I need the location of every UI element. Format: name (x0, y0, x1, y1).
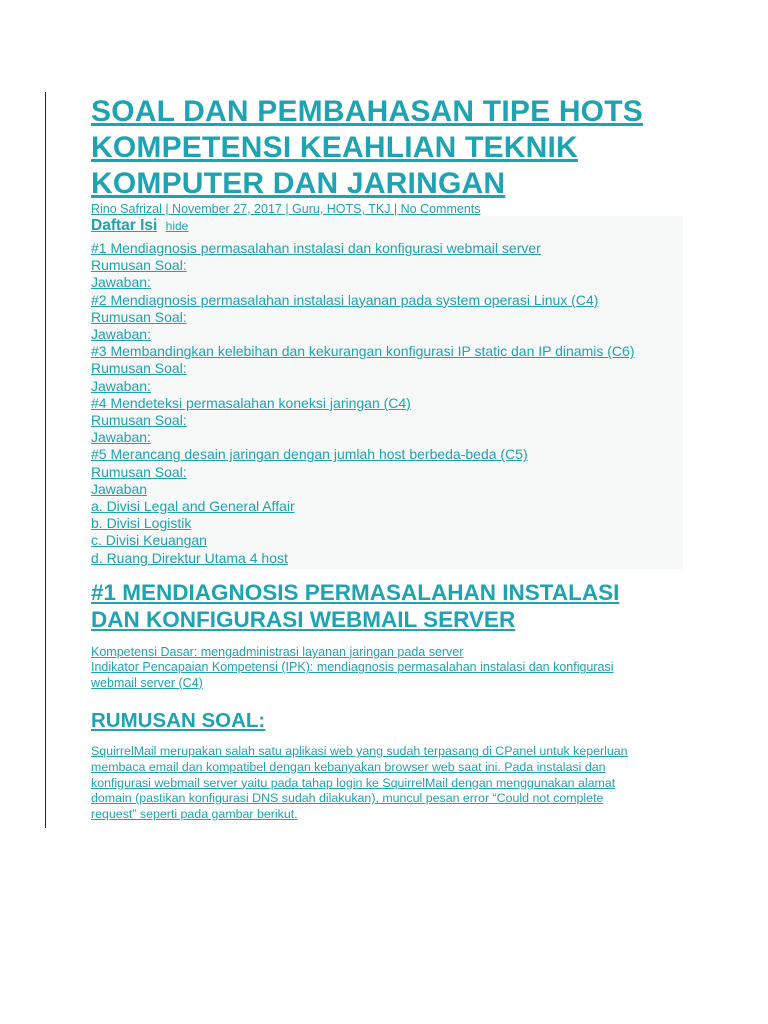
paragraph-line: SquirrelMail merupakan salah satu aplikasi web yang sudah terpasang di CPanel untuk keperluan (91, 744, 628, 759)
toc-item[interactable]: Jawaban: (91, 326, 151, 343)
title-line: KOMPUTER DAN JARINGAN (91, 167, 506, 200)
toc-item[interactable]: #4 Mendeteksi permasalahan koneksi jaringan (C4) (91, 394, 411, 411)
toc-item[interactable]: Rumusan Soal: (91, 308, 187, 325)
toc-item[interactable]: Jawaban (91, 480, 148, 497)
toc-item[interactable]: d. Ruang Direktur Utama 4 host (91, 549, 288, 566)
section-heading[interactable] (91, 579, 683, 633)
section-heading-line: #1 MENDIAGNOSIS PERMASALAHAN INSTALASI (91, 579, 620, 605)
toc-item[interactable]: a. Divisi Legal and General Affair (91, 498, 295, 515)
title-line: SOAL DAN PEMBAHASAN TIPE HOTS (91, 95, 643, 128)
paragraph-line: membaca email dan kompatibel dengan kebanyakan browser web saat ini. Pada instalasi dan (91, 759, 606, 774)
paragraph-line: konfigurasi webmail server yaitu pada tahap login ke SquirrelMail dengan menggunakan alamat (91, 775, 616, 790)
toc-item[interactable]: Rumusan Soal: (91, 412, 187, 429)
info-line[interactable]: Kompetensi Dasar: mengadministrasi layanan jaringan pada server (91, 644, 464, 659)
toc-item[interactable]: b. Divisi Logistik (91, 515, 192, 532)
toc-item[interactable]: Rumusan Soal: (91, 360, 187, 377)
toc-list (91, 240, 683, 567)
toc-item[interactable]: Jawaban: (91, 274, 151, 291)
toc-hide-link[interactable]: hide (165, 219, 189, 233)
post-meta[interactable] (91, 202, 683, 216)
paragraph-line: request” seperti pada gambar berikut. (91, 806, 298, 821)
toc-item[interactable]: #1 Mendiagnosis permasalahan instalasi dan konfigurasi webmail server (91, 240, 541, 256)
info-line[interactable]: Indikator Pencapaian Kompetensi (IPK): mendiagnosis permasalahan instalasi dan konfigurasi (91, 660, 614, 675)
post-meta-text: Rino Safrizal | November 27, 2017 | Guru, HOTS, TKJ | No Comments (91, 202, 481, 216)
toc-title: Daftar Isi (91, 217, 158, 234)
toc-item[interactable]: #3 Membandingkan kelebihan dan kekurangan konfigurasi IP static dan IP dinamis (C6) (91, 343, 635, 360)
problem-paragraph[interactable] (91, 744, 651, 822)
table-of-contents (91, 216, 683, 569)
toc-item[interactable]: Rumusan Soal: (91, 463, 187, 480)
title-line: KOMPETENSI KEAHLIAN TEKNIK (91, 131, 578, 164)
toc-item[interactable]: Jawaban: (91, 377, 151, 394)
competency-info (91, 645, 683, 692)
sub-heading[interactable]: RUMUSAN SOAL: (91, 709, 266, 733)
info-line[interactable]: webmail server (C4) (91, 675, 203, 690)
margin-rule (45, 92, 46, 828)
toc-item[interactable]: #5 Merancang desain jaringan dengan jumlah host berbeda-beda (C5) (91, 446, 528, 463)
toc-item[interactable]: Jawaban: (91, 429, 151, 446)
toc-header (91, 216, 683, 236)
article (91, 94, 683, 822)
page-title[interactable] (91, 94, 683, 202)
section-heading-line: DAN KONFIGURASI WEBMAIL SERVER (91, 606, 516, 632)
paragraph-line: domain (pastikan konfigurasi DNS sudah dilakukan), muncul pesan error “Could not complete (91, 791, 604, 806)
toc-item[interactable]: Rumusan Soal: (91, 257, 187, 274)
toc-item[interactable]: c. Divisi Keuangan (91, 532, 207, 549)
toc-item[interactable]: #2 Mendiagnosis permasalahan instalasi layanan pada system operasi Linux (C4) (91, 291, 599, 308)
